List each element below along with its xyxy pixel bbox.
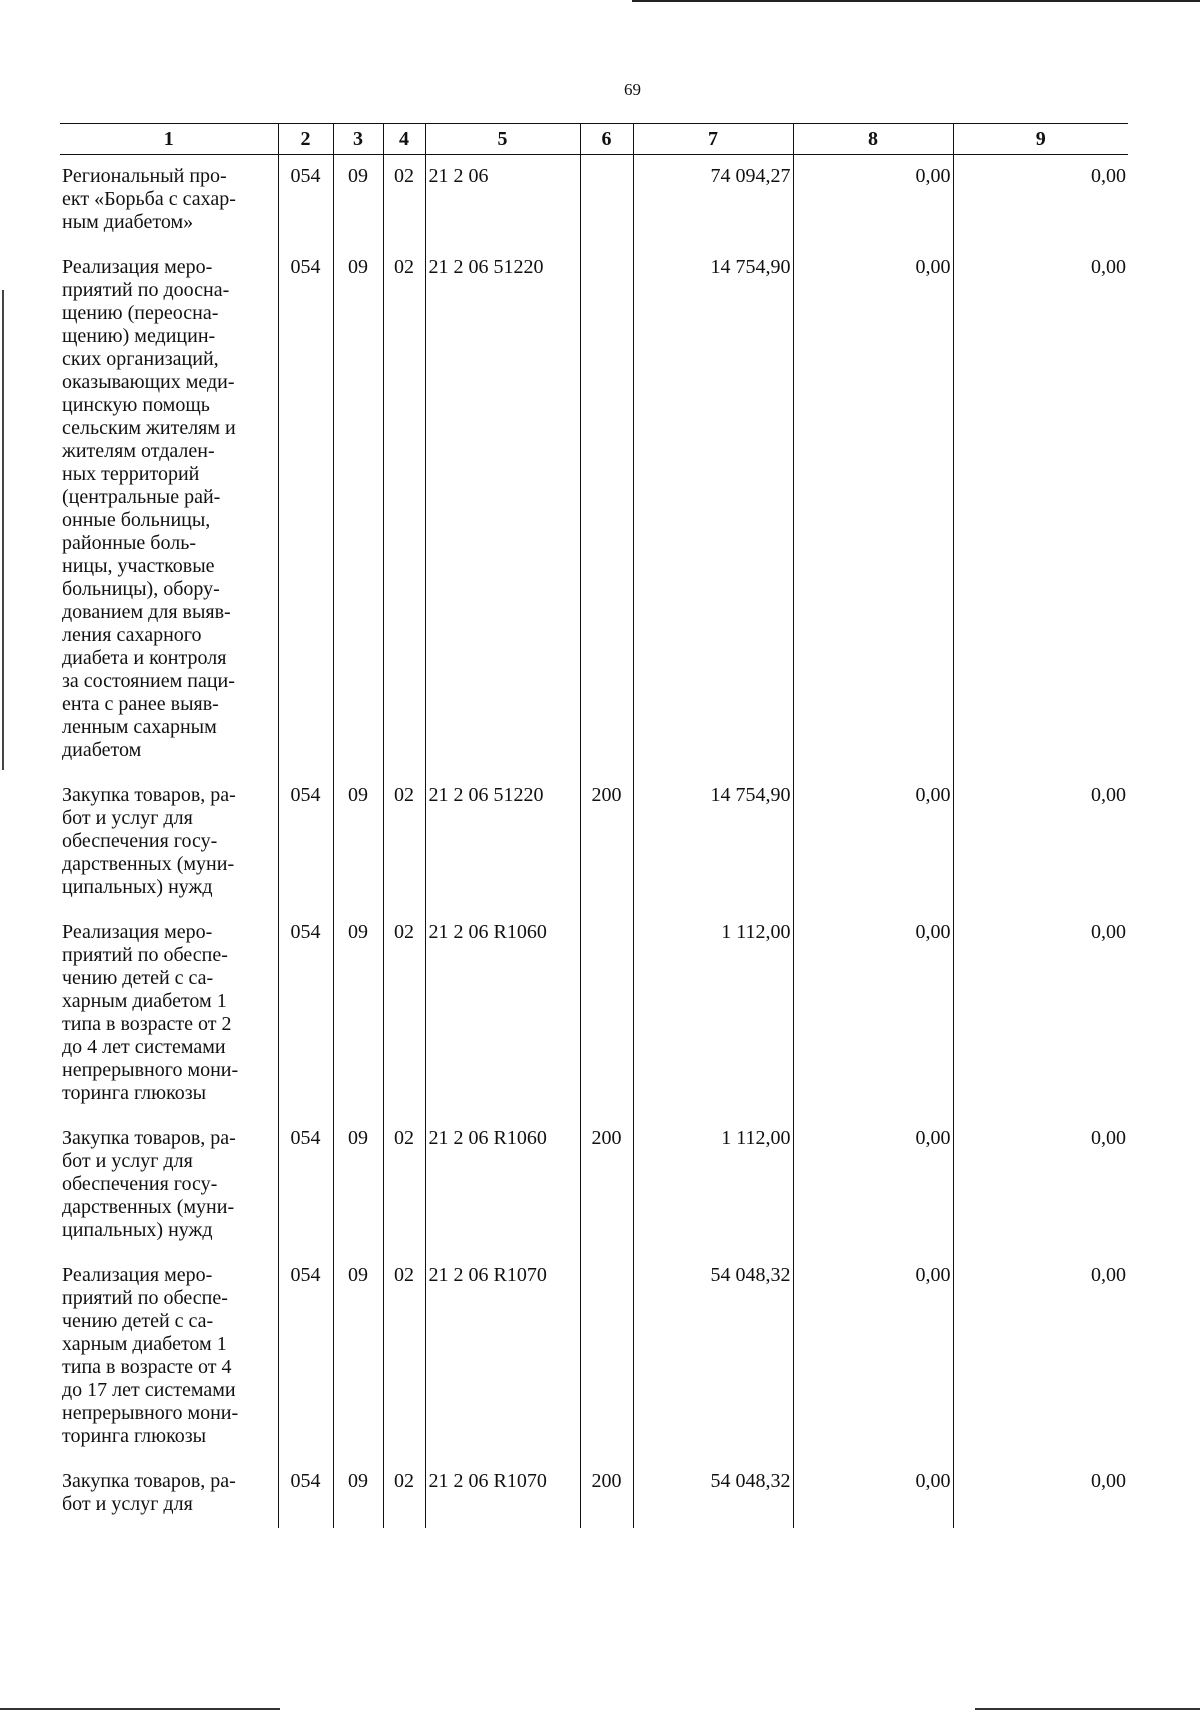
column-header: 9 [953,124,1128,155]
table-body [60,155,1128,1529]
subsection-code-cell: 02 [383,774,425,911]
ministry-code-cell: 054 [278,1254,333,1460]
section-code-cell: 09 [333,1460,383,1528]
target-article-cell: 21 2 06 R1060 [425,1117,580,1254]
amount-cell: 1 112,00 [633,1117,793,1254]
subsection-code-cell: 02 [383,1117,425,1254]
item-name-cell: Закупка товаров, ра- бот и услуг для обеспечения госу- дарственных (муни- ципальных) нужд [62,784,236,898]
subsection-code-cell: 02 [383,246,425,774]
subsection-code-cell: 02 [383,911,425,1117]
target-article-cell: 21 2 06 R1070 [425,1460,580,1528]
ministry-code-cell: 054 [278,246,333,774]
amount-cell: 0,00 [953,774,1128,911]
amount-cell: 14 754,90 [633,774,793,911]
amount-cell: 14 754,90 [633,246,793,774]
item-name-cell: Региональный про- ект «Борьба с сахар- ным диабетом» [62,165,236,233]
expense-type-cell: 200 [580,1460,633,1528]
expense-type-cell [580,246,633,774]
section-code-cell: 09 [333,911,383,1117]
top-rule [632,0,1200,2]
amount-cell: 0,00 [953,246,1128,774]
expense-type-cell [580,155,633,247]
column-header: 3 [333,124,383,155]
item-name-cell: Закупка товаров, ра- бот и услуг для [62,1470,236,1515]
table-row [60,911,1128,1117]
section-code-cell: 09 [333,774,383,911]
table-row [60,1460,1128,1528]
section-code-cell: 09 [333,246,383,774]
target-article-cell: 21 2 06 51220 [425,246,580,774]
subsection-code-cell: 02 [383,1254,425,1460]
subsection-code-cell: 02 [383,155,425,247]
item-name-cell: Закупка товаров, ра- бот и услуг для обеспечения госу- дарственных (муни- ципальных) нужд [62,1127,236,1241]
amount-cell: 0,00 [793,246,953,774]
section-code-cell: 09 [333,1117,383,1254]
column-header: 1 [60,124,278,155]
column-header: 5 [425,124,580,155]
amount-cell: 0,00 [953,911,1128,1117]
item-name-cell: Реализация меро- приятий по обеспе- чению детей с са- харным диабетом 1 типа в возрасте от 4 до 17 лет системами непрерывного мони- торинга глюкозы [62,1264,239,1447]
table-row [60,1117,1128,1254]
expense-type-cell: 200 [580,1117,633,1254]
bottom-rule [975,1708,1200,1710]
amount-cell: 0,00 [953,1117,1128,1254]
ministry-code-cell: 054 [278,1117,333,1254]
section-code-cell: 09 [333,155,383,247]
page-number: 69 [624,80,641,99]
column-header: 2 [278,124,333,155]
section-code-cell: 09 [333,1254,383,1460]
ministry-code-cell: 054 [278,155,333,247]
amount-cell: 0,00 [793,1254,953,1460]
column-header: 8 [793,124,953,155]
table-row [60,155,1128,247]
item-name-cell: Реализация меро- приятий по дооснa- щению (переосна- щению) медицин- ских организаций, оказывающих меди- цинскую помощь сельским жителям и жителям отдален- ных территорий (центральные рай- онные больницы, районные боль- ницы, участковые больницы), обору- дованием для выяв- ления сахарного диабета и контроля за состоянием паци- ента с ранее выяв- ленным сахарным диабетом [62,256,236,761]
target-article-cell: 21 2 06 R1060 [425,911,580,1117]
bottom-rule [0,1708,280,1710]
target-article-cell: 21 2 06 51220 [425,774,580,911]
margin-line [2,290,4,770]
expense-type-cell [580,911,633,1117]
amount-cell: 0,00 [793,155,953,247]
amount-cell: 54 048,32 [633,1460,793,1528]
target-article-cell: 21 2 06 R1070 [425,1254,580,1460]
ministry-code-cell: 054 [278,1460,333,1528]
column-header: 7 [633,124,793,155]
table-row [60,1254,1128,1460]
amount-cell: 0,00 [793,1460,953,1528]
ministry-code-cell: 054 [278,911,333,1117]
column-header: 4 [383,124,425,155]
column-header: 6 [580,124,633,155]
amount-cell: 74 094,27 [633,155,793,247]
table-header-row [60,124,1128,155]
ministry-code-cell: 054 [278,774,333,911]
amount-cell: 0,00 [953,155,1128,247]
amount-cell: 54 048,32 [633,1254,793,1460]
amount-cell: 0,00 [793,911,953,1117]
amount-cell: 0,00 [953,1460,1128,1528]
subsection-code-cell: 02 [383,1460,425,1528]
amount-cell: 0,00 [793,1117,953,1254]
table-row [60,246,1128,774]
target-article-cell: 21 2 06 [425,155,580,247]
expense-type-cell [580,1254,633,1460]
amount-cell: 1 112,00 [633,911,793,1117]
amount-cell: 0,00 [953,1254,1128,1460]
amount-cell: 0,00 [793,774,953,911]
item-name-cell: Реализация меро- приятий по обеспе- чению детей с са- харным диабетом 1 типа в возрасте от 2 до 4 лет системами непрерывного мони- торинга глюкозы [62,921,239,1104]
expense-type-cell: 200 [580,774,633,911]
budget-table [60,123,1128,1528]
table-row [60,774,1128,911]
